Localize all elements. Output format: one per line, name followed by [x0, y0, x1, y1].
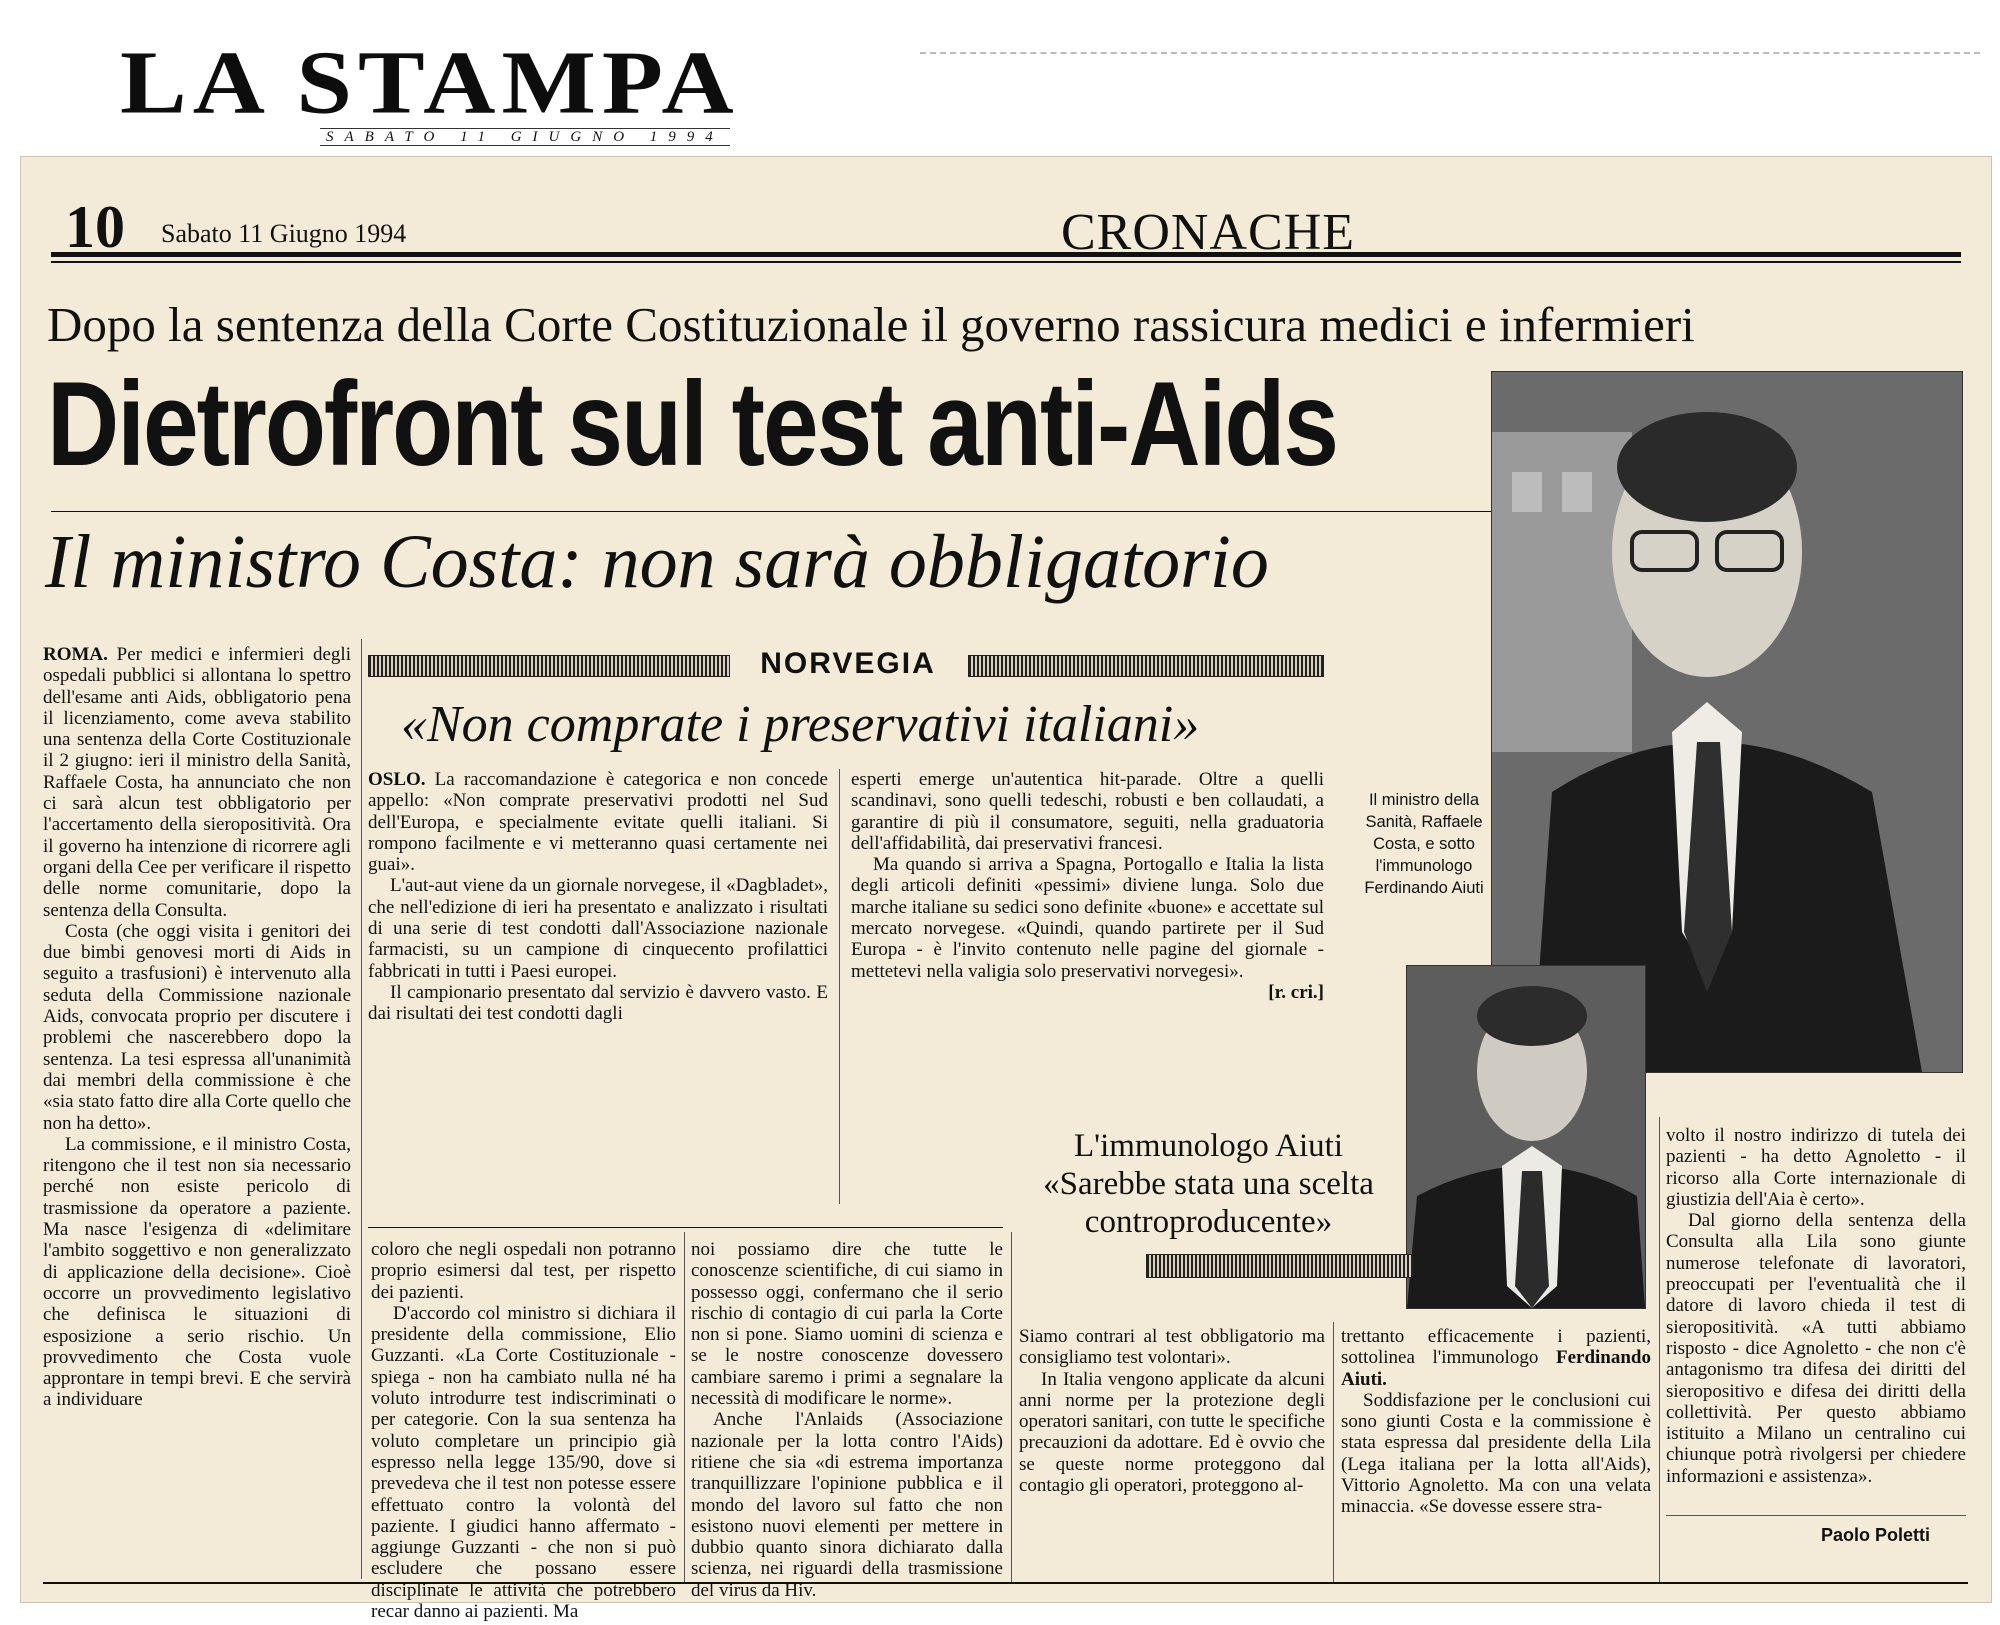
masthead [120, 32, 900, 138]
masthead-title: LA STAMPA [120, 32, 740, 133]
header-rule [51, 252, 1961, 257]
column-divider [684, 1232, 685, 1582]
interview-column-3 [1666, 1125, 1966, 1487]
interview-paragraph: volto il nostro indirizzo di tutela dei pazienti - ha detto Agnoletto - il ricorso alla Corte internazionale di giustizia dell'Aia è certo». [1666, 1125, 1966, 1210]
box-paragraph: Il campionario presentato dal servizio è davvero vasto. E dai risultati dei test condotti dagli [368, 981, 828, 1025]
byline: Paolo Poletti [1821, 1525, 1931, 1545]
aiuti-name: Ferdinando Aiuti. [1341, 1347, 1651, 1390]
box-label: NORVEGIA [760, 647, 936, 680]
interview-paragraph: trettanto efficacemente i pazienti, sottolinea l'immunologo [1341, 1326, 1651, 1369]
hatch-pattern [368, 655, 730, 677]
interview-paragraph: Dal giorno della sentenza della Consulta alla Lila sono giunte numerose telefonate di lavoratori, preoccupati per l'eventualità che il datore di lavoro chieda il test di sieropositività. «A tutti abbiamo risposto - dice Agnoletto - che non c'è antagonismo tra difesa dei diritti del sieropositivo e difesa dei diritti della collettività. Per questo abbiamo istituito a Milano un centralino cui chiunque potrà rivolgersi per chiedere informazioni e assistenza». [1666, 1210, 1966, 1487]
article-paragraph: D'accordo col ministro si dichiara il presidente della commissione, Elio Guzzanti. «La Corte Costituzionale - spiega - non ha cambiato nulla né ha voluto introdurre test indiscriminati o per categorie. Con la sua sentenza ha voluto completare un principio già espresso nella legge 135/90, dove si prevedeva che il test non potesse essere effettuato contro la volontà del paziente. I giudici hanno affermato - aggiunge Guzzanti - che non si può escludere che possano essere disciplinate le attività che potrebbero recar danno ai pazienti. Ma [371, 1302, 676, 1623]
header-rule-thin [51, 261, 1961, 263]
byline-rule [1666, 1515, 1966, 1516]
column-divider [1011, 1232, 1012, 1582]
photo-immunologo-aiuti [1406, 965, 1646, 1309]
newspaper-clipping [20, 156, 1992, 1623]
box-paragraph: Ma quando si arriva a Spagna, Portogallo e Italia la lista degli articoli definiti «pessimi» diviene lunga. Solo due marche italiane su sedici sono definite «buone» e accettate sul mercato norvegese. «Quindi, quando partirete per il Sud Europa - è l'invito contenuto nelle pagine del giornale - mettetevi nella valigia solo preservativi norvegesi». [851, 854, 1324, 982]
box-paragraph: L'aut-aut viene da un giornale norvegese, il «Dagbladet», che nell'edizione di ieri ha presentato e analizzato i risultati di una serie di test condotti dall'Associazione nazionale farmacisti, su un campione di cinquecento profilattici fabbricati in tutti i Paesi europei. [368, 875, 828, 982]
box-column-1 [368, 769, 828, 1025]
box-signature: [r. cri.] [1268, 981, 1324, 1003]
box-bottom-rule [368, 1227, 1003, 1228]
section-title: CRONACHE [1061, 204, 1356, 261]
page-date: Sabato 11 Giugno 1994 [161, 219, 407, 248]
article-column-1 [43, 644, 351, 1411]
article-kicker: Dopo la sentenza della Corte Costituzionale il governo rassicura medici e infermieri [47, 297, 1695, 352]
article-paragraph: noi possiamo dire che tutte le conoscenze scientifiche, di cui siamo in possesso oggi, confermano che il serio rischio di contagio di cui parla la Corte non si pone. Siamo uomini di scienza e se le nostre conoscenze dovessero cambiare saremo i primi a segnalare la necessità di modificare le norme». [691, 1239, 1003, 1410]
article-column-2 [371, 1239, 676, 1622]
box-label-bar [368, 647, 1324, 681]
headline-rule [51, 511, 1501, 512]
article-subheadline: Il ministro Costa: non sarà obbligatorio [45, 520, 1269, 604]
interview-column-2 [1341, 1326, 1651, 1518]
box-title: «Non comprate i preservativi italiani» [401, 696, 1200, 753]
interview-headline: L'immunologo Aiuti «Sarebbe stata una scelta controproducente» [1043, 1128, 1374, 1240]
column-divider [1659, 1117, 1660, 1582]
article-paragraph: coloro che negli ospedali non potranno proprio esimersi dal test, per rispetto dei pazienti. [371, 1239, 676, 1303]
interview-paragraph: Soddisfazione per le conclusioni cui sono giunti Costa e la commissione è stata espressa dal presidente della Lila (Lega italiana per la lotta all'Aids), Vittorio Agnoletto. Ma con una velata minaccia. «Se dovesse essere stra- [1341, 1389, 1651, 1518]
dateline-oslo: OSLO. [368, 769, 426, 790]
interview-paragraph: Siamo contrari al test obbligatorio ma consigliamo test volontari». [1019, 1326, 1325, 1369]
footer-rule [43, 1582, 1968, 1584]
column-divider [361, 639, 362, 1579]
box-column-2 [851, 769, 1324, 1003]
article-paragraph: Costa (che oggi visita i genitori dei due bimbi genovesi morti di Aids in seguito a trasfusioni) è intervenuto alla seduta della Commissione nazionale Aids, convocata proprio per discutere i problemi che nascerebbero dopo la sentenza. La tesi espressa all'unanimità dai membri della commissione è che «sia stato fatto dire alla Corte quello che non ha detto». [43, 920, 351, 1134]
clipping-edge-rule [920, 52, 1980, 54]
column-divider [1333, 1322, 1334, 1582]
interview-column-1 [1019, 1326, 1325, 1496]
box-paragraph: La raccomandazione è categorica e non concede appello: «Non comprate preservativi prodotti nel Sud dell'Europa, e specialmente evitate quelli italiani. Si rompono facilmente e vi metteranno quasi certamente nei guai». [368, 769, 828, 876]
photo-caption: Il ministro della Sanità, Raffaele Costa, e sotto l'immunologo Ferdinando Aiuti [1364, 791, 1484, 897]
dateline-roma: ROMA. [43, 644, 108, 665]
box-paragraph: esperti emerge un'autentica hit-parade. Oltre a quelli scandinavi, sono quelli tedeschi, robusti e ben collaudati, a garantire di più il consumatore, seguiti, nella graduatoria dell'affidabilità, dai preservativi francesi. [851, 769, 1324, 854]
portrait-aiuti-icon [1407, 966, 1645, 1308]
article-headline: Dietrofront sul test anti-Aids [47, 357, 1338, 492]
article-paragraph: Per medici e infermieri degli ospedali pubblici si allontana lo spettro dell'esame anti Aids, obbligatorio pena il licenziamento, come aveva stabilito una sentenza della Corte Costituzionale il 2 giugno: ieri il ministro della Sanità, Raffaele Costa, ha annunciato che non ci sarà alcun test obbligatorio per l'accertamento della sieropositività. Ora il governo ha intenzione di ricorrere agli organi della Cee per verificare il rispetto delle norme comunitarie, dopo la sentenza della Consulta. [43, 644, 351, 921]
page-number: 10 [65, 194, 125, 260]
interview-paragraph: In Italia vengono applicate da alcuni anni norme per la protezione degli operatori sanitari, con tutte le specifiche precauzioni da adottare. Ed è ovvio che se queste norme proteggono dal contagio gli operatori, proteggono al- [1019, 1368, 1325, 1497]
article-paragraph: La commissione, e il ministro Costa, ritengono che il test non sia necessario perché non esiste pericolo di trasmissione da operatore a paziente. Ma nasce l'esigenza di «delimitare l'ambito soggettivo e non generalizzato di applicazione della decisione». Cioè occorre un provvedimento legislativo che definisca le situazioni di esposizione a serio rischio. Un provvedimento che Costa vuole approntare in tempi brevi. E che servirà a individuare [43, 1133, 351, 1411]
hatch-pattern [968, 655, 1324, 677]
article-paragraph: Anche l'Anlaids (Associazione nazionale per la lotta contro l'Aids) ritiene che sia «di estrema importanza tranquillizzare l'opinione pubblica e il mondo del lavoro sul fatto che non esistono nuovi elementi per mettere in dubbio quanto sinora dichiarato dalla scienza, nei riguardi della trasmissione del virus da Hiv. [691, 1409, 1003, 1601]
masthead-date: SABATO 11 GIUGNO 1994 [320, 128, 730, 146]
hatch-pattern [1146, 1254, 1413, 1278]
page-header [51, 189, 1961, 259]
article-column-3 [691, 1239, 1003, 1601]
column-divider [839, 769, 840, 1204]
